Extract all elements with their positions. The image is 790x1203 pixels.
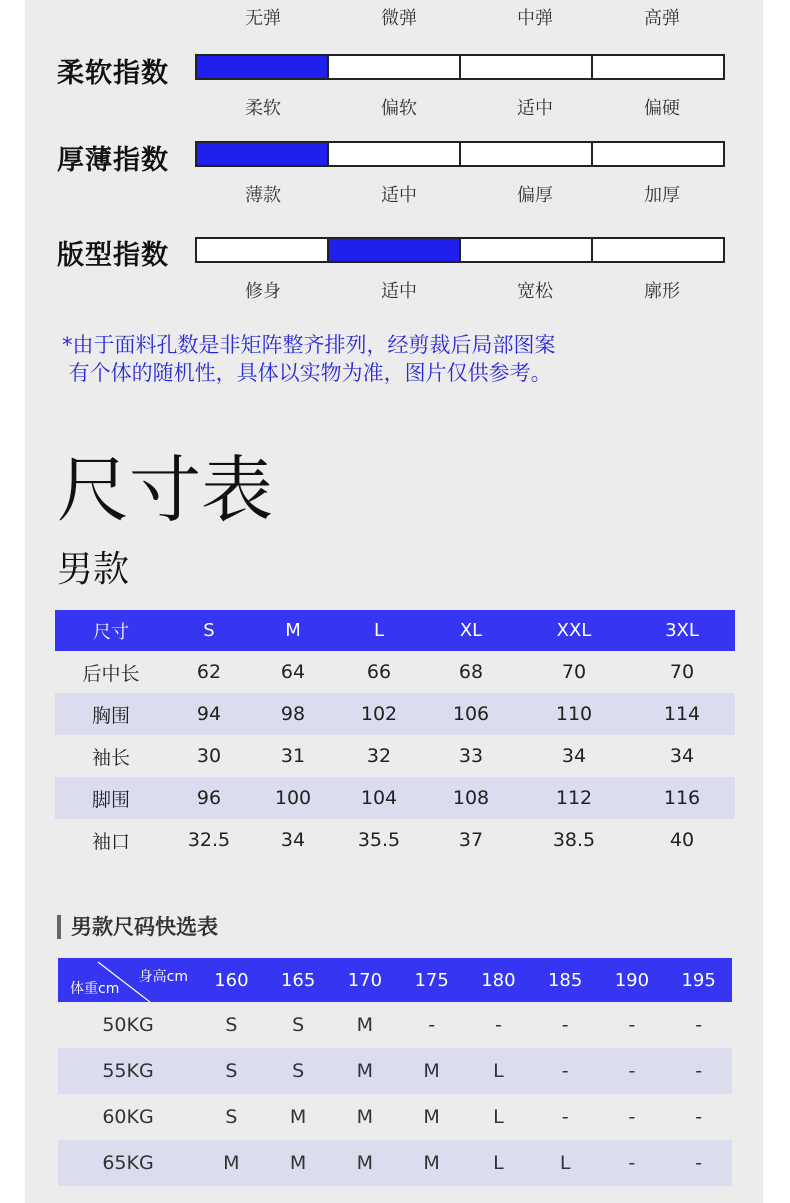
table-cell: M (265, 1140, 332, 1186)
fit-label: 修身 (245, 281, 281, 302)
table-cell: - (628, 1014, 636, 1036)
height-axis-label: 身高cm (138, 969, 188, 985)
fit-index-title: 版型指数 (57, 240, 169, 271)
bar-segment (197, 56, 329, 78)
quick-size-title: 男款尺码快选表 (57, 915, 218, 939)
table-cell: - (561, 1106, 569, 1128)
table-row (55, 819, 735, 861)
table-cell: S (225, 1106, 238, 1128)
table-cell: 94 (167, 693, 251, 735)
row-label: 胸围 (55, 693, 167, 735)
elastic-label: 中弹 (517, 8, 553, 29)
bar-segment (329, 239, 461, 261)
table-cell: 108 (423, 777, 519, 819)
table-cell: 66 (366, 661, 392, 683)
row-label: 袖口 (91, 830, 130, 853)
table-cell: 34 (561, 745, 587, 767)
softness-index-title: 柔软指数 (57, 58, 169, 89)
thickness-index-title: 厚薄指数 (57, 145, 169, 176)
row-label: 后中长 (82, 662, 140, 685)
table-cell: 30 (196, 745, 222, 767)
thickness-label: 适中 (381, 185, 417, 206)
table-cell: - (628, 1106, 636, 1128)
weight-cell: 65KG (58, 1140, 198, 1186)
height-header: 170 (332, 958, 399, 1002)
table-row (55, 651, 735, 693)
table-cell: 33 (458, 745, 484, 767)
bar-segment (461, 143, 593, 165)
header-cell: XL (423, 610, 519, 651)
table-row (55, 693, 735, 735)
header-cell: S (167, 610, 251, 651)
bar-segment (593, 143, 723, 165)
header-cell: 尺寸 (55, 610, 167, 651)
height-header: 195 (665, 958, 732, 1002)
softness-label: 偏软 (381, 98, 417, 119)
table-cell: 32.5 (187, 829, 231, 851)
fit-index-bar (195, 237, 725, 263)
table-cell: - (532, 1048, 599, 1094)
table-cell: M (423, 1106, 440, 1128)
table-cell: 64 (280, 661, 306, 683)
table-cell: 100 (251, 777, 335, 819)
size-table-header (55, 610, 735, 651)
header-cell: 3XL (629, 610, 735, 651)
table-cell: 62 (196, 661, 222, 683)
table-row (55, 777, 735, 819)
size-table (55, 610, 735, 861)
table-cell: - (695, 1014, 703, 1036)
height-header: 190 (599, 958, 666, 1002)
thickness-label: 加厚 (644, 185, 680, 206)
table-cell: M (198, 1140, 265, 1186)
bar-segment (329, 56, 461, 78)
table-cell: M (332, 1140, 399, 1186)
bar-segment (197, 239, 329, 261)
header-cell: L (335, 610, 423, 651)
corner-header (58, 958, 198, 1002)
table-cell: 104 (335, 777, 423, 819)
table-cell: 114 (629, 693, 735, 735)
table-cell: 34 (280, 829, 306, 851)
table-cell: 38.5 (552, 829, 596, 851)
size-chart-title: 尺寸表 (57, 448, 274, 532)
table-cell: 37 (458, 829, 484, 851)
weight-cell: 60KG (102, 1106, 154, 1128)
table-cell: S (265, 1048, 332, 1094)
table-cell: 112 (519, 777, 629, 819)
table-cell: L (465, 1140, 532, 1186)
elastic-label: 微弹 (381, 8, 417, 29)
softness-label: 适中 (517, 98, 553, 119)
table-cell: 31 (280, 745, 306, 767)
fabric-note-line-1: *由于面料孔数是非矩阵整齐排列，经剪裁后局部图案 (62, 333, 556, 357)
table-cell: - (599, 1048, 666, 1094)
quick-table-header (58, 958, 732, 1002)
table-cell: M (398, 1140, 465, 1186)
mens-section-title: 男款 (57, 549, 130, 590)
table-cell: 106 (423, 693, 519, 735)
table-cell: 70 (561, 661, 587, 683)
fit-label: 宽松 (517, 281, 553, 302)
weight-cell: 55KG (58, 1048, 198, 1094)
fit-label: 廓形 (644, 281, 680, 302)
table-cell: L (493, 1106, 504, 1128)
table-cell: 110 (519, 693, 629, 735)
table-row (58, 1140, 732, 1186)
table-cell: - (665, 1048, 732, 1094)
height-header: 175 (398, 958, 465, 1002)
header-cell: XXL (519, 610, 629, 651)
bar-segment (329, 143, 461, 165)
row-label: 脚围 (55, 777, 167, 819)
header-cell: M (251, 610, 335, 651)
table-cell: 98 (251, 693, 335, 735)
table-cell: 32 (366, 745, 392, 767)
bar-segment (461, 56, 593, 78)
table-cell: - (428, 1014, 436, 1036)
table-cell: - (599, 1140, 666, 1186)
weight-axis-label: 体重cm (70, 981, 120, 997)
thickness-label: 薄款 (245, 185, 281, 206)
table-cell: M (356, 1014, 374, 1036)
table-cell: L (532, 1140, 599, 1186)
quick-size-table (58, 958, 732, 1186)
height-header: 160 (198, 958, 265, 1002)
weight-cell: 50KG (102, 1014, 154, 1036)
thickness-label: 偏厚 (517, 185, 553, 206)
table-cell: 68 (458, 661, 484, 683)
table-row (58, 1002, 732, 1048)
table-cell: 116 (629, 777, 735, 819)
elastic-label: 无弹 (245, 8, 281, 29)
table-cell: - (695, 1106, 703, 1128)
elastic-label: 高弹 (644, 8, 680, 29)
height-header: 180 (465, 958, 532, 1002)
table-cell: 96 (167, 777, 251, 819)
table-cell: M (289, 1106, 307, 1128)
bar-segment (593, 239, 723, 261)
row-label: 袖长 (91, 746, 130, 769)
table-cell: M (356, 1106, 374, 1128)
table-cell: M (332, 1048, 399, 1094)
table-cell: 35.5 (357, 829, 401, 851)
height-header: 165 (265, 958, 332, 1002)
height-header: 185 (532, 958, 599, 1002)
table-cell: 102 (335, 693, 423, 735)
softness-label: 柔软 (245, 98, 281, 119)
table-row (55, 735, 735, 777)
softness-label: 偏硬 (644, 98, 680, 119)
table-cell: - (494, 1014, 502, 1036)
softness-index-bar (195, 54, 725, 80)
table-cell: S (225, 1014, 238, 1036)
bar-segment (197, 143, 329, 165)
table-cell: - (561, 1014, 569, 1036)
bar-segment (593, 56, 723, 78)
table-cell: 34 (669, 745, 695, 767)
table-cell: S (292, 1014, 305, 1036)
table-cell: L (465, 1048, 532, 1094)
table-cell: 40 (669, 829, 695, 851)
table-cell: S (198, 1048, 265, 1094)
fabric-note-line-2: 有个体的随机性，具体以实物为准，图片仅供参考。 (62, 361, 552, 385)
table-row (58, 1094, 732, 1140)
table-cell: - (665, 1140, 732, 1186)
bar-segment (461, 239, 593, 261)
table-cell: M (398, 1048, 465, 1094)
fit-label: 适中 (381, 281, 417, 302)
thickness-index-bar (195, 141, 725, 167)
table-row (58, 1048, 732, 1094)
table-cell: 70 (669, 661, 695, 683)
